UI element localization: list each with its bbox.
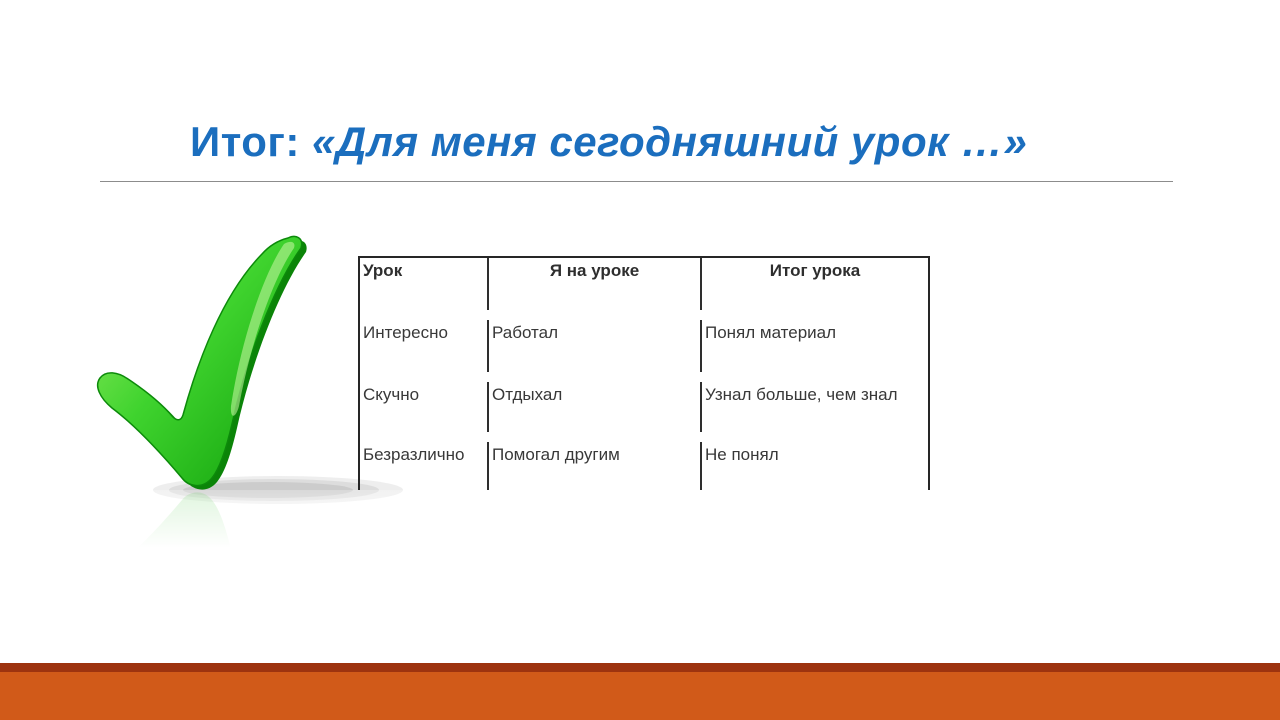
table-cell: Помогал другим <box>487 442 700 490</box>
slide-title-prefix: Итог: <box>190 118 313 165</box>
table-header-cell: Я на уроке <box>487 258 700 310</box>
title-divider-line <box>100 181 1173 182</box>
table-cell: Безразлично <box>363 445 465 464</box>
table-row <box>360 320 928 372</box>
table-cell: Понял материал <box>700 320 928 372</box>
table-header-cell: Урок <box>363 261 403 280</box>
table-cell: Скучно <box>363 385 420 404</box>
table-cell: Отдыхал <box>487 382 700 432</box>
slide-title <box>190 118 1027 166</box>
table-header-row <box>360 258 928 310</box>
table-cell: Интересно <box>363 323 448 342</box>
table-cell: Не понял <box>700 442 928 490</box>
table-cell: Работал <box>487 320 700 372</box>
table-header-cell: Итог урока <box>700 258 928 310</box>
table-row <box>360 382 928 432</box>
reflection-table <box>358 256 930 490</box>
table-cell: Узнал больше, чем знал <box>700 382 928 432</box>
bottom-accent-bar-orange <box>0 672 1280 720</box>
bottom-accent-bar-dark <box>0 663 1280 672</box>
table-row <box>360 442 928 490</box>
slide-title-quoted: «Для меня сегодняшний урок …» <box>312 118 1028 165</box>
